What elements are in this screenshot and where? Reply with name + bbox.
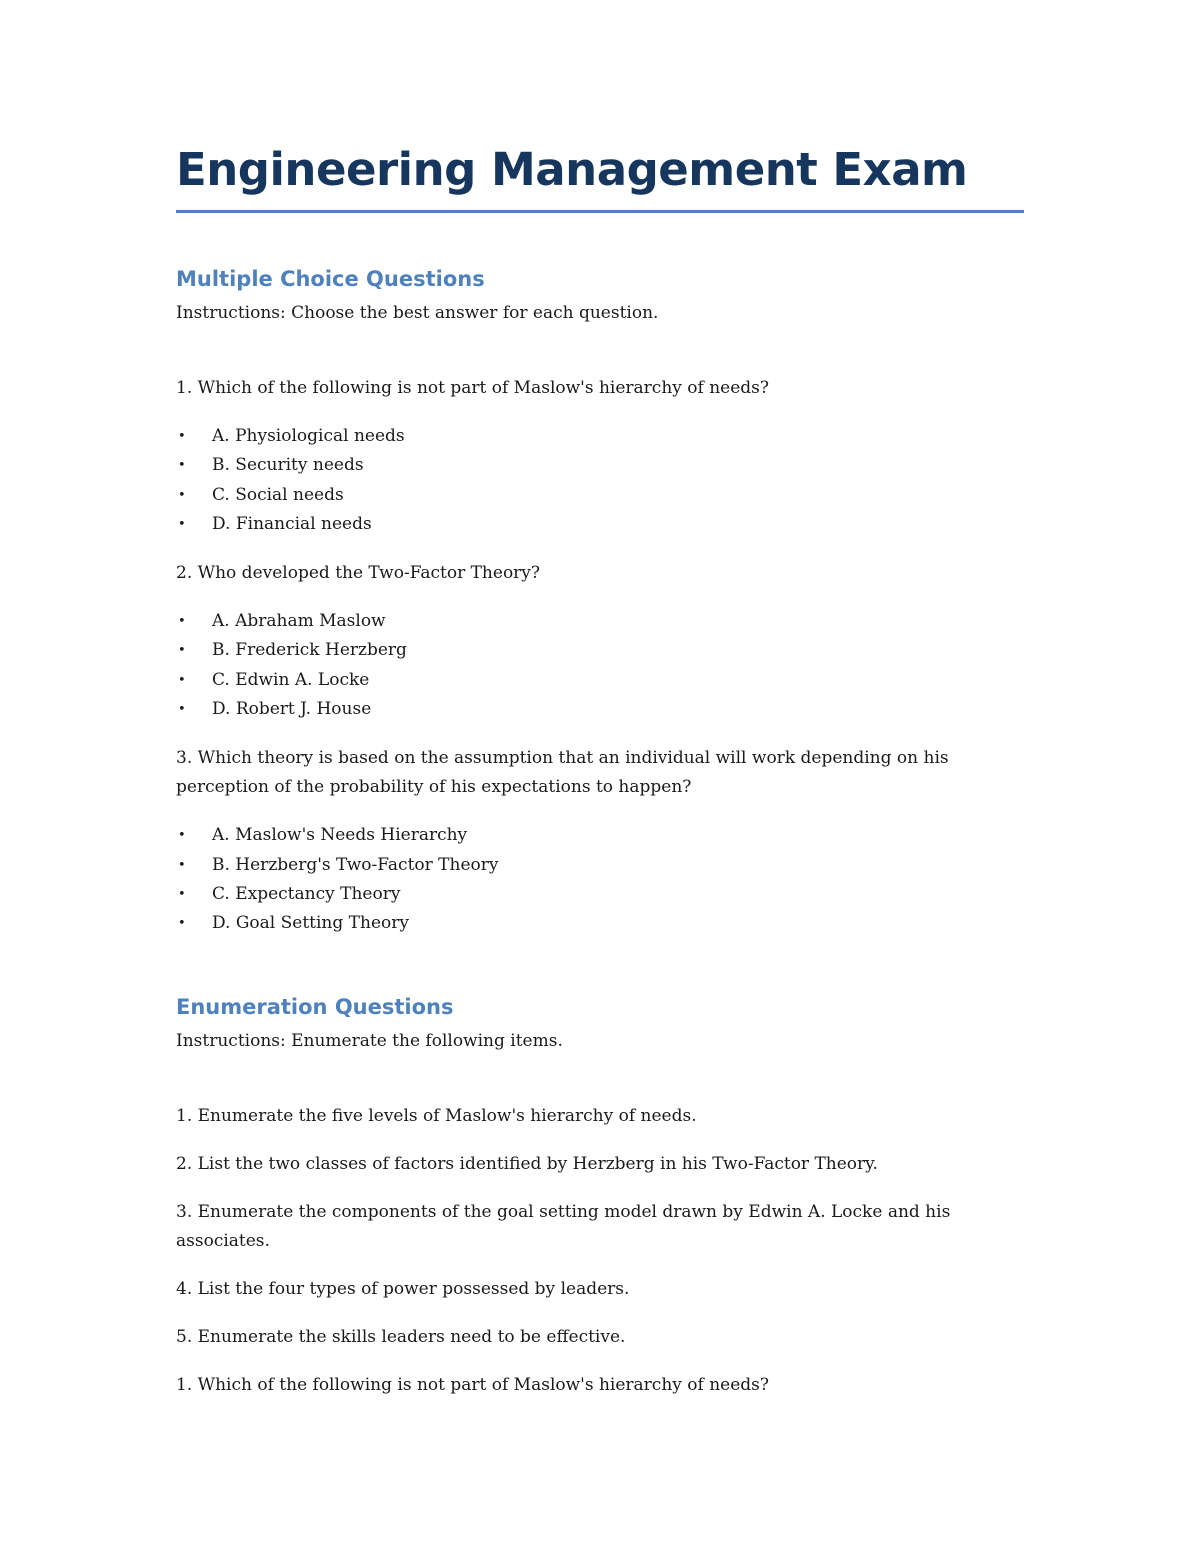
option-item [176, 909, 1024, 938]
option-label: B. Herzberg's Two-Factor Theory [212, 854, 499, 875]
option-item [176, 821, 1024, 850]
mc-question-1: 1. Which of the following is not part of Maslow's hierarchy of needs? [176, 378, 770, 398]
mc-question-3: 3. Which theory is based on the assumption that an individual will work depending on his perception of the probability of his expectations to happen? [176, 748, 949, 798]
bullet-icon: • [178, 916, 186, 932]
multiple-choice-instructions: Instructions: Choose the best answer for each question. [176, 303, 659, 323]
enum-question-4: 4. List the four types of power possessed by leaders. [176, 1278, 630, 1299]
option-label: B. Frederick Herzberg [212, 640, 407, 661]
enumeration-heading: Enumeration Questions [176, 994, 454, 1019]
mc-question-block [176, 374, 1024, 539]
option-label: A. Physiological needs [212, 426, 405, 446]
bullet-icon: • [178, 643, 186, 659]
option-item [176, 636, 1024, 665]
option-item [176, 880, 1024, 909]
option-label: B. Security needs [212, 455, 364, 476]
option-item [176, 451, 1024, 480]
option-item [176, 481, 1024, 510]
document-title: Engineering Management Exam [176, 143, 968, 196]
option-item [176, 695, 1024, 724]
enum-question-1: 1. Enumerate the five levels of Maslow's hierarchy of needs. [176, 1105, 697, 1126]
document-page [176, 140, 1024, 1400]
bullet-icon: • [178, 886, 186, 902]
bullet-icon: • [178, 516, 186, 532]
mc-question-block [176, 744, 1024, 938]
mc-question-2-options [176, 607, 1024, 724]
option-label: D. Goal Setting Theory [212, 913, 409, 934]
mc-question-1-options [176, 422, 1024, 539]
option-label: A. Abraham Maslow [212, 611, 386, 632]
bullet-icon: • [178, 429, 186, 444]
enum-question-5: 5. Enumerate the skills leaders need to be effective. [176, 1326, 626, 1347]
bullet-icon: • [178, 487, 186, 503]
option-label: D. Financial needs [212, 513, 372, 534]
bullet-icon: • [178, 702, 186, 718]
bullet-icon: • [178, 458, 186, 474]
option-label: C. Expectancy Theory [212, 883, 401, 904]
multiple-choice-heading: Multiple Choice Questions [176, 267, 485, 291]
enum-question-2: 2. List the two classes of factors identified by Herzberg in his Two-Factor Theory. [176, 1153, 878, 1174]
option-item [176, 510, 1024, 539]
mc-question-block [176, 559, 1024, 724]
mc-question-2: 2. Who developed the Two-Factor Theory? [176, 563, 541, 584]
bullet-icon: • [178, 672, 186, 688]
bullet-icon: • [178, 857, 186, 873]
title-underline [176, 210, 1024, 213]
enumeration-list [176, 1102, 1024, 1400]
option-label: A. Maslow's Needs Hierarchy [212, 825, 468, 846]
enum-question-6: 1. Which of the following is not part of Maslow's hierarchy of needs? [176, 1374, 770, 1395]
enumeration-instructions: Instructions: Enumerate the following items. [176, 1030, 563, 1051]
option-label: C. Social needs [212, 484, 344, 505]
option-item [176, 851, 1024, 880]
bullet-icon: • [178, 614, 186, 630]
mc-question-3-options [176, 821, 1024, 938]
bullet-icon: • [178, 828, 186, 844]
option-item [176, 666, 1024, 695]
option-label: C. Edwin A. Locke [212, 669, 370, 690]
option-label: D. Robert J. House [212, 699, 372, 720]
option-item [176, 607, 1024, 636]
enum-question-3: 3. Enumerate the components of the goal setting model drawn by Edwin A. Locke and his associates. [176, 1201, 951, 1251]
option-item [176, 422, 1024, 451]
